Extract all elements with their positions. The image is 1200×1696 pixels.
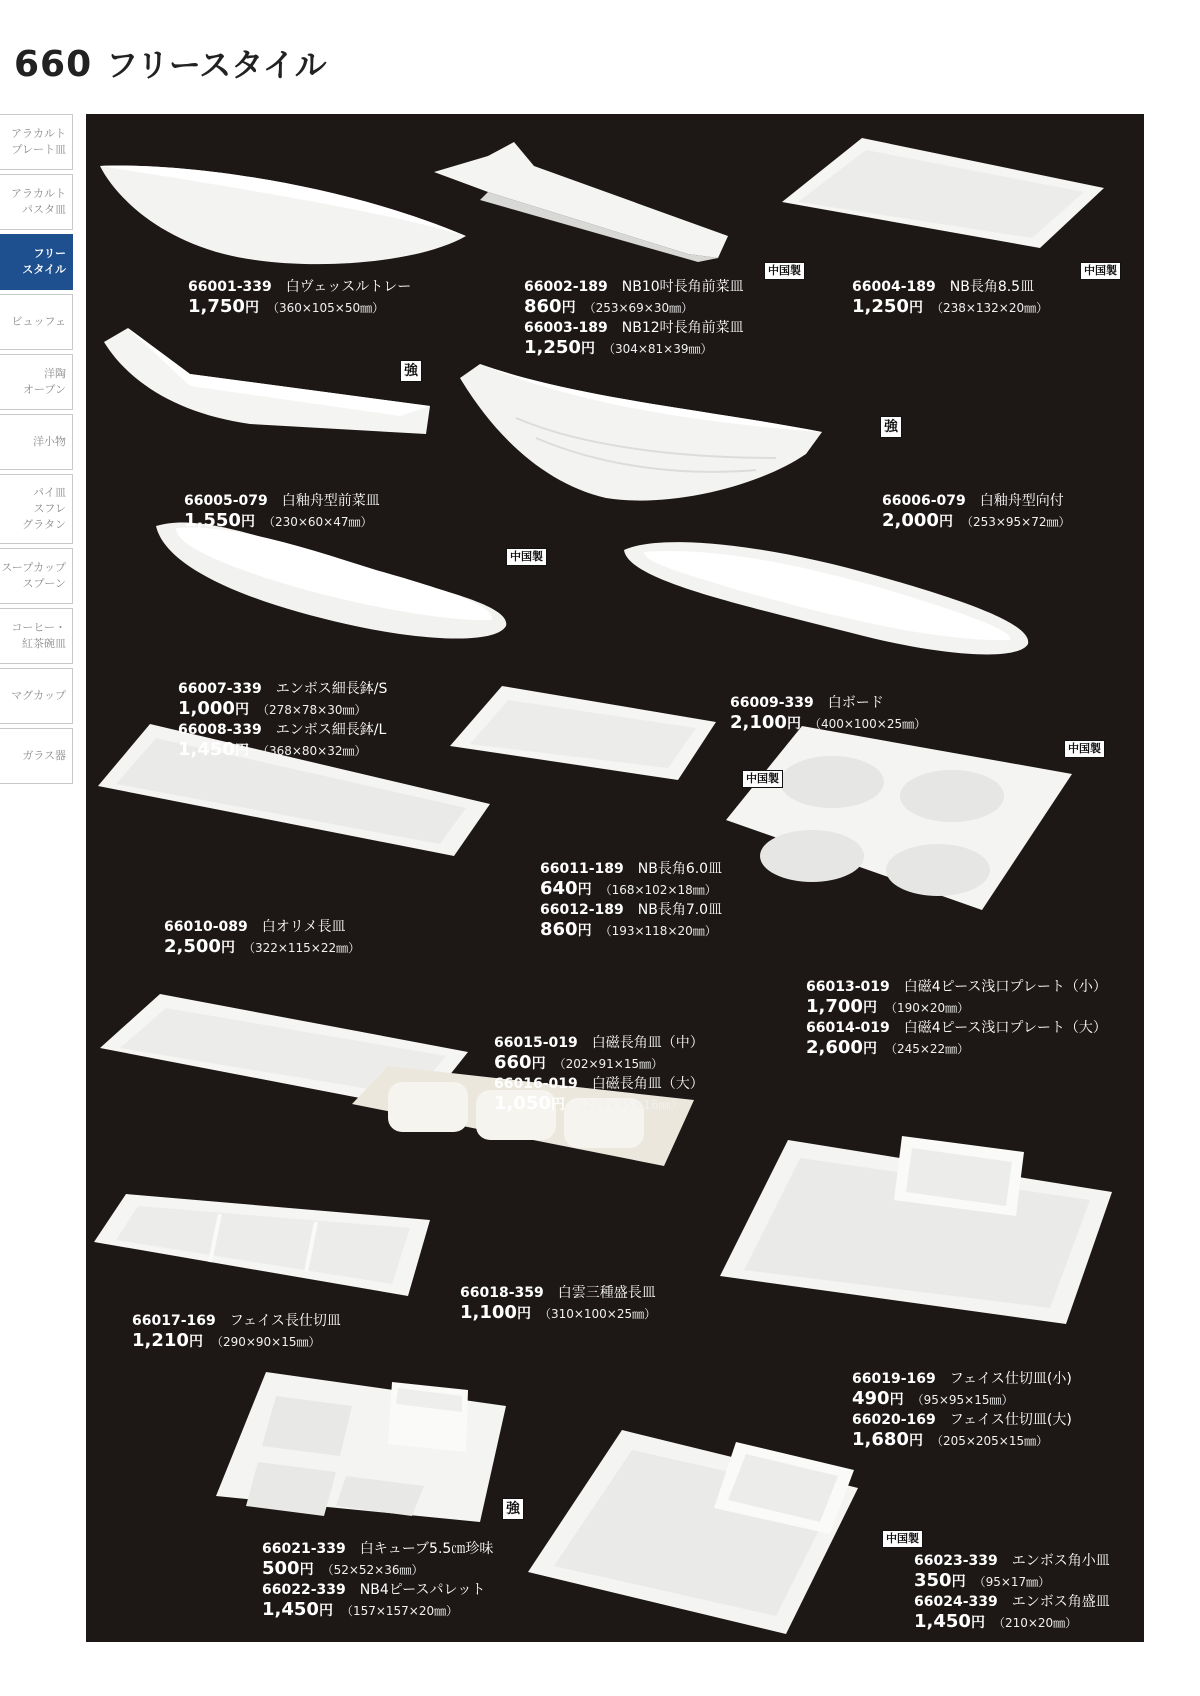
product-dimensions: （202×91×15㎜）	[553, 1057, 664, 1071]
product-name: エンボス角小皿	[1011, 1553, 1110, 1569]
face-long-divided-plate-image	[90, 1190, 436, 1300]
product-price: 2,100	[730, 712, 787, 733]
product-label-66017	[132, 1310, 341, 1351]
product-code: 66001-339	[188, 279, 272, 295]
product-price: 860	[524, 296, 562, 317]
sidebar-tab-text: スプーン	[22, 577, 66, 590]
label-line	[132, 1310, 341, 1330]
product-code: 66004-189	[852, 279, 936, 295]
sidebar-tab-text: 洋小物	[33, 435, 66, 448]
label-line	[524, 296, 744, 317]
product-price: 500	[262, 1558, 300, 1579]
product-dimensions: （193×118×20㎜）	[599, 924, 717, 938]
product-name: NB長角6.0皿	[637, 861, 723, 877]
product-name: 白磁4ピース浅口プレート（小）	[903, 979, 1107, 995]
sidebar-tab-text: スフレ	[33, 502, 66, 515]
label-line	[164, 916, 360, 936]
face-divided-plate-image	[716, 1130, 1116, 1326]
product-price: 490	[852, 1388, 890, 1409]
sidebar-tab-western-oven[interactable]	[0, 354, 73, 410]
emboss-square-plate-image	[524, 1422, 864, 1636]
yen-unit: 円	[234, 702, 249, 718]
product-name: 白磁4ピース浅口プレート（大）	[903, 1020, 1107, 1036]
product-code: 66020-169	[852, 1412, 936, 1428]
page-number: 660	[14, 44, 93, 85]
page-header	[14, 40, 327, 90]
product-price: 350	[914, 1570, 952, 1591]
made-in-china-badge: 中国製	[882, 1530, 923, 1548]
product-name: エンボス角盛皿	[1011, 1594, 1110, 1610]
yen-unit: 円	[951, 1574, 966, 1590]
product-price: 2,600	[806, 1037, 863, 1058]
product-dimensions: （322×115×22㎜）	[242, 941, 361, 955]
product-code: 66008-339	[178, 722, 262, 738]
sidebar-tab-text: 紅茶碗皿	[22, 637, 66, 650]
product-dimensions: （230×60×47㎜）	[262, 515, 373, 529]
product-name: 白ヴェッスルトレー	[285, 279, 412, 295]
product-label-66013-66014	[806, 976, 1107, 1058]
sidebar-tab-western-small[interactable]	[0, 414, 73, 470]
label-line	[882, 490, 1071, 510]
label-line	[852, 1368, 1072, 1388]
label-line	[132, 1330, 341, 1351]
label-line	[262, 1599, 493, 1620]
product-name: 白釉舟型向付	[979, 493, 1064, 509]
product-code: 66011-189	[540, 861, 624, 877]
sidebar-tab-soup-cup[interactable]	[0, 548, 73, 604]
label-line	[178, 678, 387, 698]
sidebar-tab-text: コーヒー・	[11, 621, 66, 634]
label-line	[494, 1052, 704, 1073]
product-dimensions: （245×22㎜）	[884, 1042, 970, 1056]
yen-unit: 円	[577, 882, 592, 898]
label-line	[852, 1409, 1072, 1429]
product-label-66023-66024	[914, 1550, 1110, 1632]
nb-rect-85-plate-image	[778, 130, 1108, 254]
yen-unit: 円	[188, 1334, 203, 1350]
label-line	[806, 976, 1107, 996]
label-line	[262, 1558, 493, 1579]
product-code: 66007-339	[178, 681, 262, 697]
product-name: 白オリメ長皿	[261, 919, 346, 935]
yen-unit: 円	[908, 300, 923, 316]
label-line	[540, 899, 722, 919]
product-code: 66010-089	[164, 919, 248, 935]
product-name: フェイス仕切皿(小)	[949, 1371, 1072, 1387]
sidebar-tab-mug-cup[interactable]	[0, 668, 73, 724]
product-dimensions: （190×20㎜）	[884, 1001, 970, 1015]
sidebar-tab-free-style[interactable]	[0, 234, 73, 290]
yen-unit: 円	[970, 1615, 985, 1631]
product-price: 1,100	[460, 1302, 517, 1323]
label-line	[540, 878, 722, 899]
product-code: 66019-169	[852, 1371, 936, 1387]
product-panel	[86, 114, 1144, 1642]
sidebar-tab-buffet[interactable]	[0, 294, 73, 350]
product-name: NB長角7.0皿	[637, 902, 723, 918]
product-code: 66024-339	[914, 1594, 998, 1610]
label-line	[806, 996, 1107, 1017]
label-line	[188, 276, 411, 296]
label-line	[164, 936, 360, 957]
product-price: 1,550	[184, 510, 241, 531]
product-dimensions: （238×132×20㎜）	[930, 301, 1049, 315]
product-name: NB4ピースパレット	[359, 1582, 486, 1598]
sidebar-tab-glassware[interactable]	[0, 728, 73, 784]
product-dimensions: （275×95×16㎜）	[572, 1098, 683, 1112]
product-price: 640	[540, 878, 578, 899]
product-dimensions: （304×81×39㎜）	[602, 342, 713, 356]
sidebar-tab-text: 洋陶	[44, 367, 66, 380]
label-line	[524, 276, 744, 296]
label-line	[524, 317, 744, 337]
label-line	[262, 1579, 493, 1599]
product-price: 1,450	[178, 739, 235, 760]
product-name: 白雲三種盛長皿	[557, 1285, 656, 1301]
made-in-china-badge: 中国製	[506, 548, 547, 566]
sidebar-tab-text: マグカップ	[11, 689, 66, 702]
product-dimensions: （368×80×32㎜）	[256, 744, 367, 758]
emboss-long-bowl-image	[146, 514, 516, 644]
label-line	[852, 296, 1048, 317]
product-price: 1,050	[494, 1093, 551, 1114]
label-line	[806, 1037, 1107, 1058]
boat-appetizer-plate-image	[100, 324, 450, 440]
label-line	[852, 1429, 1072, 1450]
white-board-image	[618, 532, 1038, 662]
strengthened-badge: 強	[880, 416, 902, 438]
product-dimensions: （52×52×36㎜）	[321, 1563, 424, 1577]
yen-unit: 円	[299, 1562, 314, 1578]
product-dimensions: （205×205×15㎜）	[930, 1434, 1049, 1448]
yen-unit: 円	[577, 923, 592, 939]
sidebar-tab-text: スタイル	[22, 263, 66, 276]
product-name: NB10吋長角前菜皿	[621, 279, 744, 295]
yen-unit: 円	[862, 1041, 877, 1057]
label-line	[460, 1302, 656, 1323]
label-line	[914, 1570, 1110, 1591]
product-dimensions: （290×90×15㎜）	[210, 1335, 321, 1349]
product-label-66002-66003	[524, 276, 744, 358]
product-price: 2,000	[882, 510, 939, 531]
section-title: フリースタイル	[106, 46, 327, 84]
sidebar-tab-coffee-tea[interactable]	[0, 608, 73, 664]
product-label-66015-66016	[494, 1032, 704, 1114]
yen-unit: 円	[908, 1433, 923, 1449]
sidebar-tab-pie-souffle-gratin[interactable]	[0, 474, 73, 544]
label-line	[188, 296, 411, 317]
product-code: 66022-339	[262, 1582, 346, 1598]
label-line	[540, 919, 722, 940]
made-in-china-badge: 中国製	[1080, 262, 1121, 280]
sidebar-tab-text: ビュッフェ	[11, 315, 66, 328]
product-code: 66017-169	[132, 1313, 216, 1329]
product-code: 66002-189	[524, 279, 608, 295]
sidebar-tab-text: スープカップ	[1, 561, 66, 574]
nb-4-piece-palette-image	[212, 1366, 510, 1526]
product-dimensions: （95×95×15㎜）	[911, 1393, 1014, 1407]
yen-unit: 円	[561, 300, 576, 316]
product-price: 1,750	[188, 296, 245, 317]
sidebar-tab-text: フリー	[33, 247, 66, 260]
sidebar-tab-text: アラカルト	[11, 187, 66, 200]
product-price: 2,500	[164, 936, 221, 957]
made-in-china-badge: 中国製	[1064, 740, 1105, 758]
product-name: NB長角8.5皿	[949, 279, 1035, 295]
label-line	[184, 490, 380, 510]
product-code: 66006-079	[882, 493, 966, 509]
label-line	[914, 1591, 1110, 1611]
product-price: 860	[540, 919, 578, 940]
product-label-66007-66008	[178, 678, 387, 760]
label-line	[524, 337, 744, 358]
label-line	[730, 712, 926, 733]
product-price: 660	[494, 1052, 532, 1073]
sidebar-tab-text: オーブン	[22, 383, 66, 396]
4-piece-plate-image	[722, 720, 1078, 916]
product-dimensions: （253×95×72㎜）	[960, 515, 1071, 529]
product-dimensions: （210×20㎜）	[992, 1616, 1078, 1630]
product-code: 66018-359	[460, 1285, 544, 1301]
product-price: 1,450	[914, 1611, 971, 1632]
product-dimensions: （400×100×25㎜）	[808, 717, 927, 731]
label-line	[262, 1538, 493, 1558]
vessel-tray-image	[94, 154, 474, 274]
label-line	[178, 719, 387, 739]
product-dimensions: （253×69×30㎜）	[583, 301, 694, 315]
product-price: 1,700	[806, 996, 863, 1017]
label-line	[494, 1093, 704, 1114]
label-line	[540, 858, 722, 878]
yen-unit: 円	[240, 514, 255, 530]
boat-mukouzuke-image	[456, 358, 826, 516]
strengthened-badge: 強	[502, 1498, 524, 1520]
label-line	[914, 1611, 1110, 1632]
made-in-china-badge: 中国製	[764, 262, 805, 280]
yen-unit: 円	[234, 743, 249, 759]
sidebar-tab-text: プレート皿	[11, 143, 66, 156]
product-price: 1,210	[132, 1330, 189, 1351]
nb-rect-60-plate-image	[446, 682, 720, 784]
product-label-66011-66012	[540, 858, 722, 940]
sidebar-tab-text: グラタン	[22, 518, 66, 531]
sidebar-tab-text: ガラス器	[22, 749, 66, 762]
product-label-66005	[184, 490, 380, 531]
product-code: 66003-189	[524, 320, 608, 336]
product-name: エンボス細長鉢/L	[275, 722, 387, 738]
product-code: 66015-019	[494, 1035, 578, 1051]
product-dimensions: （157×157×20㎜）	[340, 1604, 459, 1618]
product-name: フェイス仕切皿(大)	[949, 1412, 1072, 1428]
product-name: 白ボード	[827, 695, 884, 711]
product-label-66018	[460, 1282, 656, 1323]
sidebar-tab-text: パイ皿	[33, 486, 66, 499]
product-code: 66012-189	[540, 902, 624, 918]
product-code: 66013-019	[806, 979, 890, 995]
sidebar-tab-text: アラカルト	[11, 127, 66, 140]
yen-unit: 円	[889, 1392, 904, 1408]
sidebar-tab-text: パスタ皿	[22, 203, 66, 216]
yen-unit: 円	[531, 1056, 546, 1072]
sidebar-tab-a-la-carte-plate[interactable]	[0, 114, 73, 170]
label-line	[460, 1282, 656, 1302]
strengthened-badge: 強	[400, 360, 422, 382]
label-line	[730, 692, 926, 712]
nb-long-appetizer-plate-image	[428, 136, 738, 264]
made-in-china-badge: 中国製	[742, 770, 783, 788]
product-name: 白磁長角皿（中）	[591, 1035, 704, 1051]
product-label-66004	[852, 276, 1048, 317]
yen-unit: 円	[862, 1000, 877, 1016]
product-label-66019-66020	[852, 1368, 1072, 1450]
product-price: 1,000	[178, 698, 235, 719]
yen-unit: 円	[550, 1097, 565, 1113]
product-label-66010	[164, 916, 360, 957]
yen-unit: 円	[220, 940, 235, 956]
product-name: NB12吋長角前菜皿	[621, 320, 744, 336]
product-name: エンボス細長鉢/S	[275, 681, 388, 697]
product-name: 白キューブ5.5㎝珍味	[359, 1541, 494, 1557]
product-code: 66023-339	[914, 1553, 998, 1569]
label-line	[494, 1073, 704, 1093]
product-name: 白釉舟型前菜皿	[281, 493, 380, 509]
label-line	[178, 739, 387, 760]
product-label-66009	[730, 692, 926, 733]
product-label-66021-66022	[262, 1538, 493, 1620]
yen-unit: 円	[938, 514, 953, 530]
product-dimensions: （360×105×50㎜）	[266, 301, 385, 315]
product-price: 1,250	[524, 337, 581, 358]
label-line	[882, 510, 1071, 531]
yen-unit: 円	[318, 1603, 333, 1619]
sidebar-tab-a-la-carte-pasta[interactable]	[0, 174, 73, 230]
label-line	[178, 698, 387, 719]
product-label-66001	[188, 276, 411, 317]
label-line	[184, 510, 380, 531]
product-dimensions: （168×102×18㎜）	[599, 883, 717, 897]
product-dimensions: （278×78×30㎜）	[256, 703, 367, 717]
product-code: 66009-339	[730, 695, 814, 711]
yen-unit: 円	[244, 300, 259, 316]
label-line	[852, 1388, 1072, 1409]
product-label-66006	[882, 490, 1071, 531]
product-name: 白磁長角皿（大）	[591, 1076, 704, 1092]
yen-unit: 円	[516, 1306, 531, 1322]
label-line	[852, 276, 1048, 296]
label-line	[806, 1017, 1107, 1037]
product-code: 66005-079	[184, 493, 268, 509]
product-price: 1,450	[262, 1599, 319, 1620]
product-code: 66014-019	[806, 1020, 890, 1036]
product-name: フェイス長仕切皿	[229, 1313, 341, 1329]
product-price: 1,680	[852, 1429, 909, 1450]
yen-unit: 円	[580, 341, 595, 357]
label-line	[494, 1032, 704, 1052]
product-dimensions: （310×100×25㎜）	[538, 1307, 657, 1321]
label-line	[914, 1550, 1110, 1570]
yen-unit: 円	[786, 716, 801, 732]
product-dimensions: （95×17㎜）	[973, 1575, 1051, 1589]
product-code: 66021-339	[262, 1541, 346, 1557]
product-price: 1,250	[852, 296, 909, 317]
product-code: 66016-019	[494, 1076, 578, 1092]
